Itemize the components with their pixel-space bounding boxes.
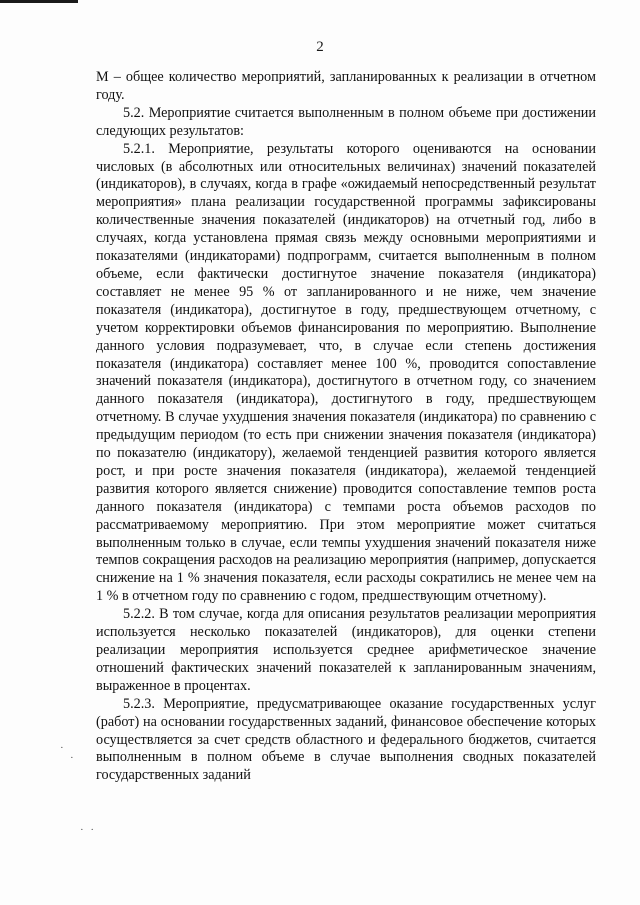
paragraph-5-2: 5.2. Мероприятие считается выполненным в полном объеме при достижении следующих результатов: [96,104,596,139]
scan-speck: · [60,742,66,754]
scan-speck: · · [80,824,97,836]
scan-speck: · [70,752,76,764]
paragraph-5-2-2: 5.2.2. В том случае, когда для описания результатов реализации мероприятия используется несколько показателей (индикаторов), для оценки степени реализации мероприятия используется среднее арифметическое значение отношений фактических значений показателей к запланированным значениям, выраженное в процентах. [96,606,596,694]
paragraph-5-2-1: 5.2.1. Мероприятие, результаты которого оцениваются на основании числовых (в абсолютных или относительных величинах) значений показателей (индикаторов), в случаях, когда в графе «ожидаемый непосредственный результат мероприятия» плана реализации государственной программы зафиксированы количественные значения показателей (индикаторов) на отчетный год, либо в случаях, когда установлена прямая связь между основными мероприятиями и показателями (индикаторами) подпрограмм, считается выполненным в полном объеме, если фактически достигнутое значение показателя (индикатора) составляет не менее 95 % от запланированного и не ниже, чем значение показателя (индикатора), достигнутое в году, предшествующем отчетному, с учетом корректировки объемов финансирования по мероприятию. Выполнение данного условия подразумевает, что, в случае если степень достижения показателя (индикатора) составляет менее 100 %, проводится сопоставление значений показателя (индикатора), достигнутого в отчетном году, со значением данного показателя (индикатора), достигнутого в году, предшествующем отчетному. В случае ухудшения значения показателя (индикатора) по сравнению с предыдущим периодом (то есть при снижении значения показателя (индикатора) по показателю (индикатору), желаемой тенденцией развития которого является рост, и при росте значения показателя (индикатора), желаемой тенденцией развития которого является снижение) проводится сопоставление темпов роста данного показателя (индикатора) с темпами роста объемов расходов по рассматриваемому мероприятию. При этом мероприятие может считаться выполненным только в случае, если темпы ухудшения значений показателя ниже темпов сокращения расходов на реализацию мероприятия (например, допускается снижение на 1 % значения показателя, если расходы сократились не менее чем на 1 % в отчетном году по сравнению с годом, предшествующим отчетному). [96,140,596,605]
scan-edge-mark [0,0,78,3]
paragraph-5-2-3: 5.2.3. Мероприятие, предусматривающее оказание государственных услуг (работ) на основании государственных заданий, финансовое обеспечение которых осуществляется за счет средств областного и федерального бюджетов, считается выполненным в полном объеме в случае выполнения сводных показателей государственных заданий [96,695,596,784]
page-number: 2 [316,39,324,55]
document-body [96,69,596,785]
paragraph-m-definition: М – общее количество мероприятий, запланированных к реализации в отчетном году. [96,69,596,103]
